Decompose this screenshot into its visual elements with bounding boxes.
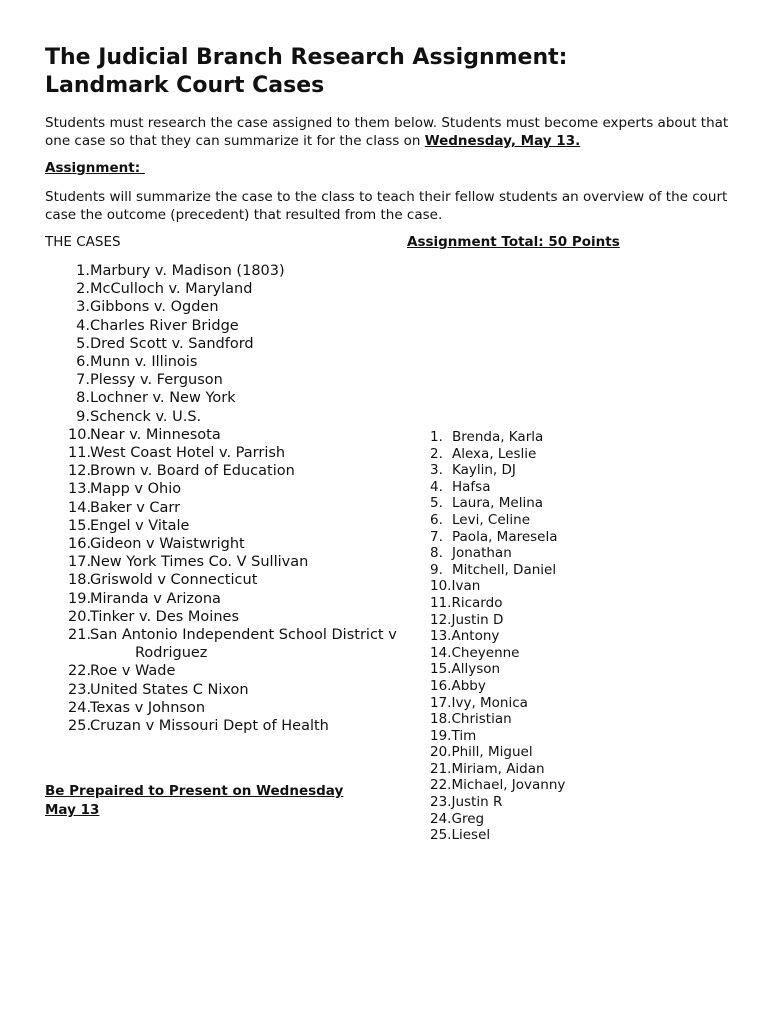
student-name: Paola, Maresela xyxy=(452,528,558,545)
case-item xyxy=(0,371,400,389)
case-name: Tinker v. Des Moines xyxy=(90,608,240,625)
case-number: 21. xyxy=(68,627,92,644)
assignment-paragraph: Students will summarize the case to the class to teach their fellow students an overview of the court case the outcome (precedent) that resulted from the case. xyxy=(45,189,728,223)
student-number: 3. xyxy=(430,462,443,479)
case-number: 18. xyxy=(68,572,92,589)
student-number: 17. xyxy=(430,694,452,711)
student-name: Michael, Jovanny xyxy=(451,777,566,794)
case-number: 11. xyxy=(68,445,92,462)
student-name: Laura, Melina xyxy=(452,495,544,512)
case-item xyxy=(0,480,400,498)
student-name: Kaylin, DJ xyxy=(452,462,516,479)
student-number: 22. xyxy=(430,777,452,794)
student-number: 25. xyxy=(430,827,452,844)
student-number: 13. xyxy=(430,628,452,645)
case-number: 6. xyxy=(76,354,90,371)
document-title xyxy=(45,44,745,100)
student-item xyxy=(430,777,760,794)
student-item xyxy=(430,794,760,811)
case-number: 14. xyxy=(68,499,92,516)
student-number: 5. xyxy=(430,495,443,512)
case-item xyxy=(0,408,400,426)
student-name: Mitchell, Daniel xyxy=(452,561,557,578)
student-number: 4. xyxy=(430,478,443,495)
student-number: 21. xyxy=(430,760,452,777)
student-number: 8. xyxy=(430,545,443,562)
student-number: 11. xyxy=(430,594,452,611)
case-name: Lochner v. New York xyxy=(90,390,236,407)
student-number: 18. xyxy=(430,711,452,728)
student-number: 10. xyxy=(430,578,452,595)
student-name: Christian xyxy=(451,711,512,728)
case-item xyxy=(0,462,400,480)
case-name: Schenck v. U.S. xyxy=(90,408,202,425)
case-name: Dred Scott v. Sandford xyxy=(90,335,254,352)
case-number: 8. xyxy=(76,390,90,407)
case-name: Charles River Bridge xyxy=(90,317,239,334)
case-name: McCulloch v. Maryland xyxy=(90,281,253,298)
case-number: 10. xyxy=(68,426,92,443)
case-name: Texas v Johnson xyxy=(90,699,206,716)
case-number: 23. xyxy=(68,681,92,698)
case-item xyxy=(0,298,400,316)
student-item xyxy=(430,529,760,546)
case-name: Roe v Wade xyxy=(90,663,176,680)
case-item xyxy=(0,335,400,353)
student-item xyxy=(430,827,760,844)
student-number: 16. xyxy=(430,677,452,694)
title-line-2: Landmark Court Cases xyxy=(45,73,325,98)
student-name: Tim xyxy=(451,727,477,744)
student-item xyxy=(430,479,760,496)
case-item xyxy=(0,662,400,680)
case-name: Munn v. Illinois xyxy=(90,354,198,371)
case-name: West Coast Hotel v. Parrish xyxy=(90,445,286,462)
case-name: Near v. Minnesota xyxy=(90,426,221,443)
case-item xyxy=(0,517,400,535)
case-item xyxy=(0,426,400,444)
case-item xyxy=(0,699,400,717)
case-item xyxy=(0,571,400,589)
student-name: Justin D xyxy=(451,611,504,628)
present-reminder-line-2: May 13 xyxy=(45,802,100,818)
student-number: 14. xyxy=(430,644,452,661)
student-item xyxy=(430,628,760,645)
student-name: Ricardo xyxy=(451,594,503,611)
case-number: 7. xyxy=(76,372,90,389)
case-item xyxy=(0,717,400,735)
student-item xyxy=(430,462,760,479)
case-number: 19. xyxy=(68,590,92,607)
student-number: 23. xyxy=(430,794,452,811)
case-number: 12. xyxy=(68,463,92,480)
student-item xyxy=(430,811,760,828)
student-item xyxy=(430,612,760,629)
present-reminder-line-1: Be Prepaired to Present on Wednesday xyxy=(45,783,344,799)
student-item xyxy=(430,678,760,695)
student-name: Hafsa xyxy=(452,478,491,495)
student-item xyxy=(430,661,760,678)
case-name: Gideon v Waistwright xyxy=(90,536,245,553)
case-item xyxy=(0,535,400,553)
case-item xyxy=(0,608,400,626)
case-item xyxy=(0,317,400,335)
case-number: 9. xyxy=(76,408,90,425)
case-item xyxy=(0,590,400,608)
case-name: Brown v. Board of Education xyxy=(90,463,295,480)
student-item xyxy=(430,562,760,579)
case-item xyxy=(0,444,400,462)
title-line-1: The Judicial Branch Research Assignment: xyxy=(45,45,568,70)
student-name: Ivy, Monica xyxy=(451,694,528,711)
student-number: 12. xyxy=(430,611,452,628)
student-number: 15. xyxy=(430,661,452,678)
student-item xyxy=(430,512,760,529)
student-name: Jonathan xyxy=(452,545,512,562)
case-item xyxy=(0,499,400,517)
case-item xyxy=(0,626,400,662)
student-item xyxy=(430,495,760,512)
student-item xyxy=(430,595,760,612)
case-name: Marbury v. Madison (1803) xyxy=(90,263,285,279)
student-name: Abby xyxy=(451,677,486,694)
student-number: 2. xyxy=(430,445,443,462)
case-item xyxy=(0,280,400,298)
student-name: Phill, Miguel xyxy=(451,744,533,761)
student-item xyxy=(430,761,760,778)
intro-paragraph xyxy=(45,114,735,150)
present-reminder xyxy=(45,782,375,820)
case-name: New York Times Co. V Sullivan xyxy=(90,554,309,571)
intro-date: Wednesday, May 13. xyxy=(424,133,581,149)
case-number: 17. xyxy=(68,554,92,571)
case-number: 16. xyxy=(68,536,92,553)
student-name: Alexa, Leslie xyxy=(452,445,537,462)
case-name: Mapp v Ohio xyxy=(90,481,182,498)
student-item xyxy=(430,429,760,446)
case-name: Engel v Vitale xyxy=(90,517,190,534)
case-number: 15. xyxy=(68,517,92,534)
case-name: Griswold v Connecticut xyxy=(90,572,258,589)
case-item xyxy=(0,681,400,699)
assignment-total-heading: Assignment Total: 50 Points xyxy=(407,234,620,250)
case-number: 25. xyxy=(68,718,92,735)
student-item xyxy=(430,695,760,712)
case-name: Gibbons v. Ogden xyxy=(90,299,219,316)
cases-heading: THE CASES xyxy=(45,234,121,250)
student-name: Ivan xyxy=(451,578,481,595)
student-name: Liesel xyxy=(451,827,491,844)
student-item xyxy=(430,728,760,745)
case-name: Cruzan v Missouri Dept of Health xyxy=(90,718,329,735)
case-item xyxy=(0,353,400,371)
student-number: 6. xyxy=(430,511,443,528)
case-name: United States C Nixon xyxy=(90,681,249,698)
case-item xyxy=(0,262,400,280)
case-number: 1. xyxy=(76,263,90,279)
student-number: 20. xyxy=(430,744,452,761)
student-name: Cheyenne xyxy=(451,644,520,661)
case-item xyxy=(0,389,400,407)
student-item xyxy=(430,711,760,728)
intro-text: Students must research the case assigned to them below. Students must become experts about that one case so that they can summarize it for the class on xyxy=(45,115,729,149)
case-number: 5. xyxy=(76,335,90,352)
case-number: 13. xyxy=(68,481,92,498)
student-number: 1. xyxy=(430,429,443,445)
case-number: 20. xyxy=(68,608,92,625)
student-item xyxy=(430,645,760,662)
student-item xyxy=(430,545,760,562)
case-name: Baker v Carr xyxy=(90,499,181,516)
student-name: Justin R xyxy=(451,794,503,811)
student-item xyxy=(430,578,760,595)
student-name: Brenda, Karla xyxy=(452,429,544,445)
student-item xyxy=(430,744,760,761)
student-name: Levi, Celine xyxy=(452,511,531,528)
students-list xyxy=(430,429,760,844)
cases-list xyxy=(0,262,400,735)
case-name: Miranda v Arizona xyxy=(90,590,221,607)
student-item xyxy=(430,446,760,463)
student-name: Greg xyxy=(451,810,485,827)
student-number: 7. xyxy=(430,528,443,545)
case-number: 4. xyxy=(76,317,90,334)
student-number: 19. xyxy=(430,727,452,744)
case-name: Plessy v. Ferguson xyxy=(90,372,223,389)
case-number: 22. xyxy=(68,663,92,680)
assignment-heading: Assignment: xyxy=(45,160,145,176)
case-number: 2. xyxy=(76,281,90,298)
case-item xyxy=(0,553,400,571)
student-name: Antony xyxy=(451,628,500,645)
student-number: 24. xyxy=(430,810,452,827)
student-number: 9. xyxy=(430,561,443,578)
student-name: Allyson xyxy=(451,661,501,678)
case-number: 3. xyxy=(76,299,90,316)
case-name: San Antonio Independent School District v Rodriguez xyxy=(90,627,397,662)
student-name: Miriam, Aidan xyxy=(451,760,545,777)
case-number: 24. xyxy=(68,699,92,716)
